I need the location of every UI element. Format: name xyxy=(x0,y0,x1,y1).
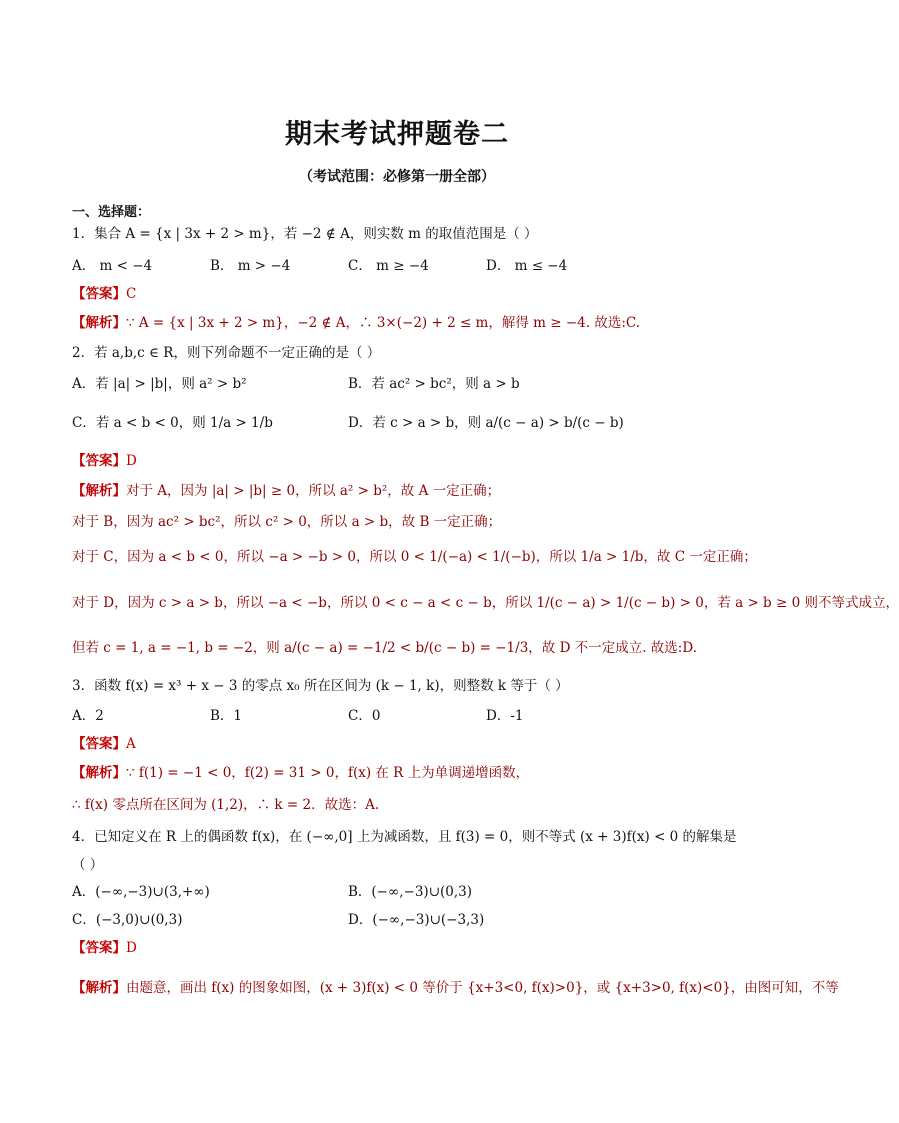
q4-option-b: B．(−∞,−3)∪(0,3) xyxy=(348,884,473,900)
q3-analysis-1: ∵ f(1) = −1 < 0，f(2) = 31 > 0，f(x) 在 R 上为单调递增函数， xyxy=(126,765,530,781)
q2-answer-line xyxy=(72,451,137,471)
answer-tag: 【答案】 xyxy=(72,940,126,956)
q4-answer-line xyxy=(72,938,137,958)
answer-tag: 【答案】 xyxy=(72,286,126,302)
analysis-tag: 【解析】 xyxy=(72,315,126,331)
q3-answer-line xyxy=(72,734,136,754)
page-title: 期末考试押题卷二 xyxy=(285,119,509,150)
q4-stem-2: （ ） xyxy=(72,857,104,873)
q2-analysis-5: 但若 c = 1, a = −1, b = −2，则 a/(c − a) = −1/2 < b/(c − b) = −1/3，故 D 不一定成立. 故选:D. xyxy=(72,640,697,656)
q2-option-b: B．若 ac² > bc²，则 a > b xyxy=(348,376,520,392)
q2-option-d: D．若 c > a > b，则 a/(c − a) > b/(c − b) xyxy=(348,415,624,431)
q2-option-c: C．若 a < b < 0，则 1/a > 1/b xyxy=(72,415,273,431)
q3-option-b: B．1 xyxy=(210,708,243,724)
q4-option-c: C．(−3,0)∪(0,3) xyxy=(72,912,183,928)
q3-option-a: A．2 xyxy=(72,708,104,724)
q1-answer-line xyxy=(72,284,136,304)
q2-analysis-line-1 xyxy=(72,481,500,501)
q2-analysis-1: 对于 A，因为 |a| > |b| ≥ 0，所以 a² > b²，故 A 一定正确； xyxy=(126,483,501,499)
q2-analysis-4: 对于 D，因为 c > a > b，所以 −a < −b，所以 0 < c − a < c − b，所以 1/(c − a) > 1/(c − b) > 0，若 a > b ≥ 0 则不等式成立， xyxy=(72,595,899,611)
q4-option-a: A．(−∞,−3)∪(3,+∞) xyxy=(72,884,210,900)
q1-analysis-line xyxy=(72,313,640,333)
page-subtitle: （考试范围：必修第一册全部） xyxy=(299,169,495,185)
q3-analysis-2: ∴ f(x) 零点所在区间为 (1,2)，∴ k = 2．故选：A. xyxy=(72,797,380,813)
q1-stem: 1．集合 A = {x | 3x + 2 > m}，若 −2 ∉ A，则实数 m 的取值范围是（ ） xyxy=(72,226,538,242)
answer-tag: 【答案】 xyxy=(72,453,126,469)
analysis-tag: 【解析】 xyxy=(72,483,126,499)
q4-stem-1: 4．已知定义在 R 上的偶函数 f(x)，在 (−∞,0] 上为减函数，且 f(3) = 0，则不等式 (x + 3)f(x) < 0 的解集是 xyxy=(72,829,737,845)
q1-option-c: C． m ≥ −4 xyxy=(348,258,429,274)
q1-answer: C xyxy=(126,286,137,302)
q2-analysis-2: 对于 B，因为 ac² > bc²，所以 c² > 0，所以 a > b，故 B 一定正确； xyxy=(72,514,502,530)
q2-option-a: A．若 |a| > |b|，则 a² > b² xyxy=(72,376,247,392)
q4-analysis-line xyxy=(72,978,839,998)
q3-analysis-line-1 xyxy=(72,763,529,783)
q2-stem: 2．若 a,b,c ∈ R，则下列命题不一定正确的是（ ） xyxy=(72,345,381,361)
q3-option-d: D．-1 xyxy=(486,708,524,724)
q1-option-a: A． m < −4 xyxy=(72,258,153,274)
q1-option-b: B． m > −4 xyxy=(210,258,291,274)
q3-option-c: C．0 xyxy=(348,708,381,724)
q3-answer: A xyxy=(126,736,136,752)
q1-option-d: D． m ≤ −4 xyxy=(486,258,568,274)
q3-stem: 3．函数 f(x) = x³ + x − 3 的零点 x₀ 所在区间为 (k − 1, k)，则整数 k 等于（ ） xyxy=(72,678,569,694)
q4-analysis: 由题意，画出 f(x) 的图象如图，(x + 3)f(x) < 0 等价于 {x+3<0, f(x)>0}，或 {x+3>0, f(x)<0}，由图可知，不等 xyxy=(126,980,839,996)
q2-answer: D xyxy=(126,453,137,469)
q2-analysis-3: 对于 C，因为 a < b < 0，所以 −a > −b > 0，所以 0 < 1/(−a) < 1/(−b)，所以 1/a > 1/b，故 C 一定正确； xyxy=(72,549,757,565)
analysis-tag: 【解析】 xyxy=(72,980,126,996)
answer-tag: 【答案】 xyxy=(72,736,126,752)
section-heading: 一、选择题： xyxy=(72,205,151,220)
q4-answer: D xyxy=(126,940,137,956)
q4-option-d: D．(−∞,−3)∪(−3,3) xyxy=(348,912,485,928)
analysis-tag: 【解析】 xyxy=(72,765,126,781)
q1-analysis: ∵ A = {x | 3x + 2 > m}，−2 ∉ A，∴ 3×(−2) + 2 ≤ m，解得 m ≥ −4. 故选:C. xyxy=(126,315,641,331)
